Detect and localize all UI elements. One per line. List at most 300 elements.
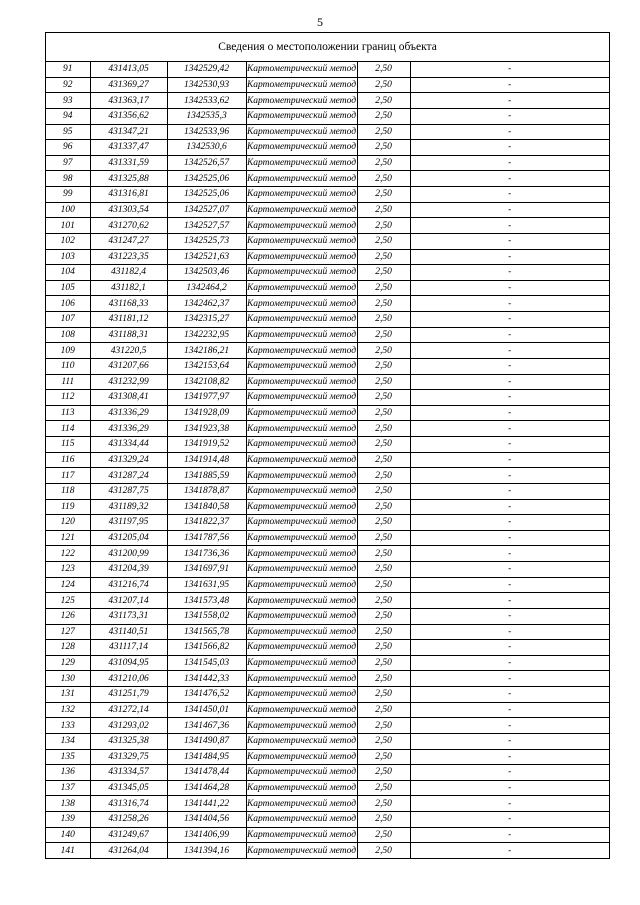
method-cell: Картометрический метод: [246, 562, 357, 578]
x-coordinate-cell: 431117,14: [90, 640, 167, 656]
y-coordinate-cell: 1341914,48: [167, 452, 246, 468]
accuracy-cell: 2,50: [357, 312, 410, 328]
y-coordinate-cell: 1342527,07: [167, 202, 246, 218]
accuracy-cell: 2,50: [357, 390, 410, 406]
note-cell: -: [410, 546, 609, 562]
point-number-cell: 139: [46, 812, 90, 828]
point-number-cell: 107: [46, 312, 90, 328]
y-coordinate-cell: 1341840,58: [167, 499, 246, 515]
point-number-cell: 112: [46, 390, 90, 406]
accuracy-cell: 2,50: [357, 577, 410, 593]
table-row: [46, 312, 609, 328]
x-coordinate-cell: 431207,14: [90, 593, 167, 609]
y-coordinate-cell: 1342529,42: [167, 62, 246, 77]
note-cell: -: [410, 718, 609, 734]
y-coordinate-cell: 1341697,91: [167, 562, 246, 578]
method-cell: Картометрический метод: [246, 280, 357, 296]
method-cell: Картометрический метод: [246, 843, 357, 858]
method-cell: Картометрический метод: [246, 655, 357, 671]
table-row: [46, 62, 609, 77]
point-number-cell: 132: [46, 702, 90, 718]
y-coordinate-cell: 1342153,64: [167, 358, 246, 374]
table-row: [46, 499, 609, 515]
point-number-cell: 134: [46, 733, 90, 749]
note-cell: -: [410, 312, 609, 328]
y-coordinate-cell: 1341478,44: [167, 765, 246, 781]
point-number-cell: 97: [46, 155, 90, 171]
note-cell: -: [410, 187, 609, 203]
note-cell: -: [410, 343, 609, 359]
x-coordinate-cell: 431210,06: [90, 671, 167, 687]
y-coordinate-cell: 1341573,48: [167, 593, 246, 609]
x-coordinate-cell: 431188,31: [90, 327, 167, 343]
table-row: [46, 171, 609, 187]
x-coordinate-cell: 431413,05: [90, 62, 167, 77]
note-cell: -: [410, 358, 609, 374]
point-number-cell: 141: [46, 843, 90, 858]
y-coordinate-cell: 1342186,21: [167, 343, 246, 359]
note-cell: -: [410, 374, 609, 390]
coordinates-table: [46, 62, 609, 858]
point-number-cell: 129: [46, 655, 90, 671]
point-number-cell: 106: [46, 296, 90, 312]
table-row: [46, 468, 609, 484]
accuracy-cell: 2,50: [357, 640, 410, 656]
x-coordinate-cell: 431264,04: [90, 843, 167, 858]
table-row: [46, 77, 609, 93]
accuracy-cell: 2,50: [357, 624, 410, 640]
point-number-cell: 111: [46, 374, 90, 390]
point-number-cell: 114: [46, 421, 90, 437]
x-coordinate-cell: 431336,29: [90, 405, 167, 421]
x-coordinate-cell: 431204,39: [90, 562, 167, 578]
x-coordinate-cell: 431182,4: [90, 265, 167, 281]
accuracy-cell: 2,50: [357, 421, 410, 437]
point-number-cell: 103: [46, 249, 90, 265]
y-coordinate-cell: 1341885,59: [167, 468, 246, 484]
x-coordinate-cell: 431347,21: [90, 124, 167, 140]
x-coordinate-cell: 431329,24: [90, 452, 167, 468]
y-coordinate-cell: 1341484,95: [167, 749, 246, 765]
table-row: [46, 108, 609, 124]
table-row: [46, 640, 609, 656]
table-row: [46, 687, 609, 703]
accuracy-cell: 2,50: [357, 343, 410, 359]
accuracy-cell: 2,50: [357, 140, 410, 156]
accuracy-cell: 2,50: [357, 452, 410, 468]
accuracy-cell: 2,50: [357, 765, 410, 781]
point-number-cell: 128: [46, 640, 90, 656]
y-coordinate-cell: 1342521,63: [167, 249, 246, 265]
note-cell: -: [410, 202, 609, 218]
table-row: [46, 749, 609, 765]
accuracy-cell: 2,50: [357, 249, 410, 265]
y-coordinate-cell: 1341878,87: [167, 483, 246, 499]
table-row: [46, 421, 609, 437]
x-coordinate-cell: 431232,99: [90, 374, 167, 390]
y-coordinate-cell: 1342525,06: [167, 171, 246, 187]
y-coordinate-cell: 1342315,27: [167, 312, 246, 328]
accuracy-cell: 2,50: [357, 468, 410, 484]
table-row: [46, 327, 609, 343]
accuracy-cell: 2,50: [357, 671, 410, 687]
y-coordinate-cell: 1342527,57: [167, 218, 246, 234]
point-number-cell: 130: [46, 671, 90, 687]
x-coordinate-cell: 431334,44: [90, 437, 167, 453]
accuracy-cell: 2,50: [357, 687, 410, 703]
x-coordinate-cell: 431270,62: [90, 218, 167, 234]
y-coordinate-cell: 1341558,02: [167, 608, 246, 624]
accuracy-cell: 2,50: [357, 843, 410, 858]
point-number-cell: 116: [46, 452, 90, 468]
accuracy-cell: 2,50: [357, 358, 410, 374]
table-row: [46, 515, 609, 531]
note-cell: -: [410, 62, 609, 77]
y-coordinate-cell: 1341787,56: [167, 530, 246, 546]
x-coordinate-cell: 431308,41: [90, 390, 167, 406]
method-cell: Картометрический метод: [246, 93, 357, 109]
y-coordinate-cell: 1341476,52: [167, 687, 246, 703]
method-cell: Картометрический метод: [246, 765, 357, 781]
point-number-cell: 98: [46, 171, 90, 187]
x-coordinate-cell: 431325,38: [90, 733, 167, 749]
note-cell: -: [410, 796, 609, 812]
method-cell: Картометрический метод: [246, 62, 357, 77]
note-cell: -: [410, 530, 609, 546]
point-number-cell: 119: [46, 499, 90, 515]
point-number-cell: 100: [46, 202, 90, 218]
method-cell: Картометрический метод: [246, 421, 357, 437]
point-number-cell: 92: [46, 77, 90, 93]
method-cell: Картометрический метод: [246, 530, 357, 546]
accuracy-cell: 2,50: [357, 77, 410, 93]
note-cell: -: [410, 437, 609, 453]
y-coordinate-cell: 1342232,95: [167, 327, 246, 343]
y-coordinate-cell: 1341464,28: [167, 780, 246, 796]
accuracy-cell: 2,50: [357, 405, 410, 421]
point-number-cell: 127: [46, 624, 90, 640]
y-coordinate-cell: 1342108,82: [167, 374, 246, 390]
x-coordinate-cell: 431272,14: [90, 702, 167, 718]
table-row: [46, 483, 609, 499]
note-cell: -: [410, 296, 609, 312]
table-row: [46, 265, 609, 281]
note-cell: -: [410, 452, 609, 468]
method-cell: Картометрический метод: [246, 702, 357, 718]
point-number-cell: 104: [46, 265, 90, 281]
table-row: [46, 733, 609, 749]
method-cell: Картометрический метод: [246, 108, 357, 124]
accuracy-cell: 2,50: [357, 702, 410, 718]
x-coordinate-cell: 431094,95: [90, 655, 167, 671]
y-coordinate-cell: 1341394,16: [167, 843, 246, 858]
note-cell: -: [410, 468, 609, 484]
method-cell: Картометрический метод: [246, 140, 357, 156]
note-cell: -: [410, 405, 609, 421]
note-cell: -: [410, 749, 609, 765]
y-coordinate-cell: 1342462,37: [167, 296, 246, 312]
table-row: [46, 405, 609, 421]
note-cell: -: [410, 108, 609, 124]
y-coordinate-cell: 1341822,37: [167, 515, 246, 531]
accuracy-cell: 2,50: [357, 108, 410, 124]
x-coordinate-cell: 431363,17: [90, 93, 167, 109]
x-coordinate-cell: 431251,79: [90, 687, 167, 703]
table-row: [46, 671, 609, 687]
table-row: [46, 780, 609, 796]
accuracy-cell: 2,50: [357, 749, 410, 765]
note-cell: -: [410, 702, 609, 718]
table-row: [46, 452, 609, 468]
point-number-cell: 110: [46, 358, 90, 374]
table-row: [46, 562, 609, 578]
method-cell: Картометрический метод: [246, 171, 357, 187]
x-coordinate-cell: 431316,74: [90, 796, 167, 812]
y-coordinate-cell: 1341566,82: [167, 640, 246, 656]
note-cell: -: [410, 515, 609, 531]
y-coordinate-cell: 1341450,01: [167, 702, 246, 718]
note-cell: -: [410, 265, 609, 281]
method-cell: Картометрический метод: [246, 327, 357, 343]
table-row: [46, 93, 609, 109]
method-cell: Картометрический метод: [246, 265, 357, 281]
point-number-cell: 124: [46, 577, 90, 593]
note-cell: -: [410, 233, 609, 249]
table-row: [46, 608, 609, 624]
y-coordinate-cell: 1342503,46: [167, 265, 246, 281]
x-coordinate-cell: 431331,59: [90, 155, 167, 171]
y-coordinate-cell: 1341406,99: [167, 827, 246, 843]
note-cell: -: [410, 327, 609, 343]
accuracy-cell: 2,50: [357, 655, 410, 671]
y-coordinate-cell: 1341923,38: [167, 421, 246, 437]
note-cell: -: [410, 421, 609, 437]
table-row: [46, 343, 609, 359]
x-coordinate-cell: 431329,75: [90, 749, 167, 765]
method-cell: Картометрический метод: [246, 187, 357, 203]
method-cell: Картометрический метод: [246, 358, 357, 374]
y-coordinate-cell: 1341490,87: [167, 733, 246, 749]
point-number-cell: 115: [46, 437, 90, 453]
accuracy-cell: 2,50: [357, 796, 410, 812]
method-cell: Картометрический метод: [246, 390, 357, 406]
note-cell: -: [410, 655, 609, 671]
accuracy-cell: 2,50: [357, 780, 410, 796]
note-cell: -: [410, 812, 609, 828]
method-cell: Картометрический метод: [246, 796, 357, 812]
method-cell: Картометрический метод: [246, 343, 357, 359]
x-coordinate-cell: 431336,29: [90, 421, 167, 437]
x-coordinate-cell: 431247,27: [90, 233, 167, 249]
method-cell: Картометрический метод: [246, 608, 357, 624]
point-number-cell: 95: [46, 124, 90, 140]
y-coordinate-cell: 1341919,52: [167, 437, 246, 453]
y-coordinate-cell: 1341736,36: [167, 546, 246, 562]
point-number-cell: 109: [46, 343, 90, 359]
method-cell: Картометрический метод: [246, 202, 357, 218]
accuracy-cell: 2,50: [357, 62, 410, 77]
method-cell: Картометрический метод: [246, 671, 357, 687]
x-coordinate-cell: 431205,04: [90, 530, 167, 546]
table-row: [46, 202, 609, 218]
method-cell: Картометрический метод: [246, 218, 357, 234]
accuracy-cell: 2,50: [357, 327, 410, 343]
method-cell: Картометрический метод: [246, 249, 357, 265]
table-row: [46, 530, 609, 546]
x-coordinate-cell: 431303,54: [90, 202, 167, 218]
note-cell: -: [410, 780, 609, 796]
y-coordinate-cell: 1342533,62: [167, 93, 246, 109]
table-row: [46, 702, 609, 718]
accuracy-cell: 2,50: [357, 280, 410, 296]
x-coordinate-cell: 431287,75: [90, 483, 167, 499]
point-number-cell: 136: [46, 765, 90, 781]
table-row: [46, 296, 609, 312]
method-cell: Картометрический метод: [246, 577, 357, 593]
accuracy-cell: 2,50: [357, 171, 410, 187]
note-cell: -: [410, 640, 609, 656]
x-coordinate-cell: 431173,31: [90, 608, 167, 624]
accuracy-cell: 2,50: [357, 562, 410, 578]
y-coordinate-cell: 1341928,09: [167, 405, 246, 421]
table-row: [46, 796, 609, 812]
method-cell: Картометрический метод: [246, 687, 357, 703]
point-number-cell: 126: [46, 608, 90, 624]
accuracy-cell: 2,50: [357, 593, 410, 609]
accuracy-cell: 2,50: [357, 124, 410, 140]
page-number: 5: [317, 15, 323, 29]
method-cell: Картометрический метод: [246, 405, 357, 421]
table-row: [46, 718, 609, 734]
table-row: [46, 155, 609, 171]
accuracy-cell: 2,50: [357, 93, 410, 109]
x-coordinate-cell: 431249,67: [90, 827, 167, 843]
note-cell: -: [410, 124, 609, 140]
note-cell: -: [410, 93, 609, 109]
y-coordinate-cell: 1342525,06: [167, 187, 246, 203]
note-cell: -: [410, 765, 609, 781]
accuracy-cell: 2,50: [357, 812, 410, 828]
note-cell: -: [410, 671, 609, 687]
note-cell: -: [410, 390, 609, 406]
method-cell: Картометрический метод: [246, 77, 357, 93]
table-row: [46, 390, 609, 406]
point-number-cell: 113: [46, 405, 90, 421]
note-cell: -: [410, 483, 609, 499]
note-cell: -: [410, 827, 609, 843]
x-coordinate-cell: 431316,81: [90, 187, 167, 203]
method-cell: Картометрический метод: [246, 780, 357, 796]
accuracy-cell: 2,50: [357, 515, 410, 531]
point-number-cell: 93: [46, 93, 90, 109]
y-coordinate-cell: 1341545,03: [167, 655, 246, 671]
accuracy-cell: 2,50: [357, 483, 410, 499]
point-number-cell: 118: [46, 483, 90, 499]
y-coordinate-cell: 1341404,56: [167, 812, 246, 828]
table-row: [46, 140, 609, 156]
accuracy-cell: 2,50: [357, 202, 410, 218]
method-cell: Картометрический метод: [246, 546, 357, 562]
point-number-cell: 99: [46, 187, 90, 203]
y-coordinate-cell: 1341442,33: [167, 671, 246, 687]
accuracy-cell: 2,50: [357, 374, 410, 390]
y-coordinate-cell: 1341565,78: [167, 624, 246, 640]
method-cell: Картометрический метод: [246, 733, 357, 749]
point-number-cell: 117: [46, 468, 90, 484]
y-coordinate-cell: 1341441,22: [167, 796, 246, 812]
note-cell: -: [410, 608, 609, 624]
x-coordinate-cell: 431197,95: [90, 515, 167, 531]
coordinates-table-body: [46, 62, 609, 858]
x-coordinate-cell: 431182,1: [90, 280, 167, 296]
accuracy-cell: 2,50: [357, 155, 410, 171]
method-cell: Картометрический метод: [246, 593, 357, 609]
point-number-cell: 135: [46, 749, 90, 765]
method-cell: Картометрический метод: [246, 827, 357, 843]
y-coordinate-cell: 1342535,3: [167, 108, 246, 124]
section-title: Сведения о местоположении границ объекта: [46, 33, 609, 62]
x-coordinate-cell: 431337,47: [90, 140, 167, 156]
table-row: [46, 655, 609, 671]
accuracy-cell: 2,50: [357, 530, 410, 546]
x-coordinate-cell: 431220,5: [90, 343, 167, 359]
table-row: [46, 577, 609, 593]
accuracy-cell: 2,50: [357, 546, 410, 562]
note-cell: -: [410, 155, 609, 171]
point-number-cell: 125: [46, 593, 90, 609]
y-coordinate-cell: 1342533,96: [167, 124, 246, 140]
point-number-cell: 94: [46, 108, 90, 124]
x-coordinate-cell: 431258,26: [90, 812, 167, 828]
y-coordinate-cell: 1342526,57: [167, 155, 246, 171]
point-number-cell: 120: [46, 515, 90, 531]
table-row: [46, 765, 609, 781]
note-cell: -: [410, 280, 609, 296]
accuracy-cell: 2,50: [357, 265, 410, 281]
table-row: [46, 827, 609, 843]
note-cell: -: [410, 562, 609, 578]
note-cell: -: [410, 624, 609, 640]
table-row: [46, 812, 609, 828]
method-cell: Картометрический метод: [246, 437, 357, 453]
y-coordinate-cell: 1341631,95: [167, 577, 246, 593]
note-cell: -: [410, 593, 609, 609]
y-coordinate-cell: 1342525,73: [167, 233, 246, 249]
point-number-cell: 96: [46, 140, 90, 156]
method-cell: Картометрический метод: [246, 515, 357, 531]
note-cell: -: [410, 218, 609, 234]
point-number-cell: 137: [46, 780, 90, 796]
method-cell: Картометрический метод: [246, 624, 357, 640]
point-number-cell: 105: [46, 280, 90, 296]
point-number-cell: 122: [46, 546, 90, 562]
point-number-cell: 108: [46, 327, 90, 343]
method-cell: Картометрический метод: [246, 233, 357, 249]
x-coordinate-cell: 431325,88: [90, 171, 167, 187]
x-coordinate-cell: 431207,66: [90, 358, 167, 374]
method-cell: Картометрический метод: [246, 374, 357, 390]
method-cell: Картометрический метод: [246, 749, 357, 765]
method-cell: Картометрический метод: [246, 812, 357, 828]
point-number-cell: 91: [46, 62, 90, 77]
table-row: [46, 249, 609, 265]
method-cell: Картометрический метод: [246, 124, 357, 140]
x-coordinate-cell: 431293,02: [90, 718, 167, 734]
y-coordinate-cell: 1341467,36: [167, 718, 246, 734]
table-row: [46, 546, 609, 562]
y-coordinate-cell: 1342464,2: [167, 280, 246, 296]
accuracy-cell: 2,50: [357, 718, 410, 734]
